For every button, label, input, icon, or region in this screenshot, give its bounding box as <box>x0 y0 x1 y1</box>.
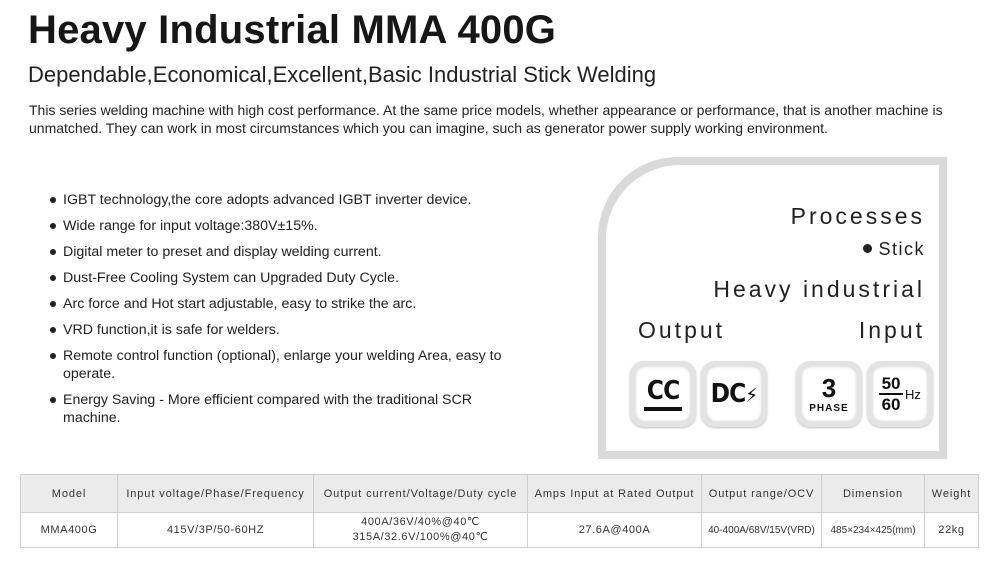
cell-range: 40-400A/68V/15V(VRD) <box>702 513 822 548</box>
feature-item: Digital meter to preset and display welding current. <box>48 243 508 261</box>
frequency-badge <box>867 361 933 427</box>
feature-item: Energy Saving - More efficient compared with the traditional SCR machine. <box>48 391 508 427</box>
table-header-row <box>21 475 979 513</box>
cell-dimension: 485×234×425(mm) <box>822 513 925 548</box>
frequency-badge-face <box>872 366 928 422</box>
output-label: Output <box>638 317 726 343</box>
cell-input: 415V/3P/50-60HZ <box>118 513 314 548</box>
feature-item: Remote control function (optional), enlarge your welding Area, easy to operate. <box>48 347 508 383</box>
dc-text: DC <box>710 378 746 409</box>
feature-item: VRD function,it is safe for welders. <box>48 321 508 339</box>
process-item <box>863 239 925 260</box>
cc-badge <box>630 361 696 427</box>
cc-badge-face <box>635 366 691 422</box>
cell-amps: 27.6A@400A <box>528 513 702 548</box>
dc-icon <box>710 378 758 409</box>
cell-weight: 22kg <box>925 513 979 548</box>
input-label: Input <box>858 317 925 343</box>
feature-item: Dust-Free Cooling System can Upgraded Duty Cycle. <box>48 269 508 287</box>
frequency-fraction <box>879 375 903 413</box>
cell-model: MMA400G <box>21 513 118 548</box>
phase-badge <box>796 361 862 427</box>
col-weight: Weight <box>925 475 979 513</box>
intro-paragraph: This series welding machine with high cost performance. At the same price models, whether appearance or performance, that is another machine is unmatched. They can work in most circumstances which you can imagine, such as generator power supply working environment. <box>29 102 943 136</box>
col-dimension: Dimension <box>822 475 925 513</box>
frequency-unit: Hz <box>905 386 921 402</box>
page-title: Heavy Industrial MMA 400G <box>28 8 557 52</box>
process-item-label: Stick <box>878 239 925 259</box>
col-model: Model <box>21 475 118 513</box>
col-amps: Amps Input at Rated Output <box>528 475 702 513</box>
specs-table <box>20 474 979 548</box>
cc-underbar <box>644 407 682 411</box>
feature-item: Wide range for input voltage:380V±15%. <box>48 217 508 235</box>
frequency-icon <box>879 375 921 413</box>
frequency-bottom: 60 <box>881 395 901 414</box>
feature-item: IGBT technology,the core adopts advanced IGBT inverter device. <box>48 191 508 209</box>
phase-label: PHASE <box>809 402 849 414</box>
dc-badge <box>701 361 767 427</box>
cell-output-line2: 315A/32.6V/100%@40℃ <box>352 531 489 543</box>
cell-output <box>314 513 528 548</box>
table-row <box>21 513 979 548</box>
processes-panel <box>598 157 947 459</box>
feature-list <box>48 191 508 435</box>
frequency-top: 50 <box>881 374 901 393</box>
category-label: Heavy industrial <box>713 276 925 302</box>
lightning-bolt-icon: ⚡ <box>745 382 758 407</box>
cell-output-line1: 400A/36V/40%@40℃ <box>361 516 480 528</box>
dc-badge-face <box>706 366 762 422</box>
processes-heading: Processes <box>790 203 925 229</box>
col-input: Input voltage/Phase/Frequency <box>118 475 314 513</box>
bullet-dot-icon <box>863 244 872 253</box>
page-subtitle: Dependable,Economical,Excellent,Basic Industrial Stick Welding <box>28 62 657 87</box>
cc-icon: CC <box>646 375 680 406</box>
phase-badge-face <box>801 366 857 422</box>
col-output: Output current/Voltage/Duty cycle <box>314 475 528 513</box>
phase-number: 3 <box>821 372 837 403</box>
feature-item: Arc force and Hot start adjustable, easy to strike the arc. <box>48 295 508 313</box>
processes-panel-inner <box>606 165 939 451</box>
col-range: Output range/OCV <box>702 475 822 513</box>
